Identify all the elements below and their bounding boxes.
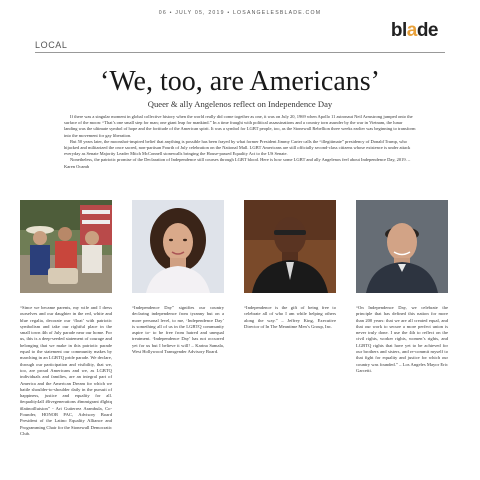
photo-karina-samala [132,200,224,293]
quote-text: “Since we became parents, my wife and I dress ourselves and our daughter in the red, white and blue regalia, decorate our ‘float’ with patriotic symbolism and take our rightful place in the small town 4th of July parade near our home. For us, this is a deep-seeded statement of courage and belonging that we make in this patriotic parade equal to the statement our community makes by marching in an LGBTQ pride parade. We declare, through our participation and visibility, that we, too, are proud Americans and we, as LGBTQ individuals and families, are an integral part of America and the American Dream for which we battle shoulder-to-shoulder daily in the pursuit of happiness, justice and equality for all. #equality4all #livegenerations #immigrant #lgbtq #latinoilluision” - Ari Gutierrez Arambula, Co-Founder, HONOR PAC, Advisory Board President of the Latino Equality Alliance and Programming Chair for the Stonewall Democratic Club. [20,305,112,436]
intro-paragraph: Nonetheless, the patriotic promise of the Declaration of Independence still courses through LGBT blood. Here is how some LGBT and ally Angelenos feel about Independence Day, 2019. – Karen Ocamb [64,157,411,169]
subhead: Queer & ally Angelenos reflect on Independence Day [147,99,333,109]
intro-paragraph: But 50 years later, the moonshot-inspired belief that anything is possible has been frayed by what former President Jimmy Carter calls the “illegitimate” presidency of Donald Trump, who hijacked and militarized the once sacred, non-partisan Fourth of July celebration on the National Mall. LGBT Americans are still officially second-class citizens whose existence is under attack everyday as Senate Majority Leader Mitch McConnell stonewalls bringing the House-passed Equality Act to the US Senate. [64,138,411,157]
photo-parade-group [20,200,112,293]
logo-a: a [406,20,417,41]
logo-de: de [416,20,438,41]
issue-line: 06 • JULY 05, 2019 • LOSANGELESBLADE.COM [158,10,322,16]
section-divider [35,52,445,53]
quote-text: “On Independence Day, we celebrate the principle that has defined this nation for more than 200 years: that we are all created equal, and that our work to secure a more perfect union is never truly done. I use the 4th to reflect on the civil rights, worker rights, women’s rights, and LGBTQ rights that have yet to be achieved for our brothers and sisters, and re-commit myself to that fight for equality and justice for which our country was founded.” – Los Angeles Mayor Eric Garcetti. [356,305,448,373]
quote-text: “Independence is the gift of being free to celebrate all of who I am while helping others along the way.” – Jeffrey King, Executive Director of In The Meantime Men’s Group, Inc. [244,305,336,329]
quote-text: “Independence Day” signifies our country declaring independence from tyranny but on a more personal level, to me, ‘Independence Day’ is something all of us in the LGBTQ community aspire to- to be free from hatred and unequal treatment. ‘Independence Day’ has not occurred yet for us but I believe it will! – Karina Samala, West Hollywood Transgender Advisory Board. [132,305,224,355]
intro-text [64,114,416,170]
logo-b: b [390,20,402,41]
section-label: LOCAL [35,40,68,50]
intro-paragraph: If there was a singular moment in global collective history when the world really did come together as one, it was on July 20, 1969 when Apollo 11 astronaut Neil Armstrong jumped onto the surface of the moon: “That’s one small step for man; one giant leap for mankind.” In a time fraught with political assassinations and a country torn asunder by the war in Vietnam, the lunar landing was the ultimate symbol of hope and the fortitude of the American spirit. It was a symbol for LGBT people, too, as the Stonewall Rebellion three weeks earlier was beginning to transform into the movement for gay liberation. [64,114,416,138]
photo-jeffrey-king [244,200,336,293]
blade-logo [391,20,438,42]
logo-l: l [401,20,407,41]
headline: ‘We, too, are Americans’ [100,66,380,97]
photo-eric-garcetti [356,200,448,293]
